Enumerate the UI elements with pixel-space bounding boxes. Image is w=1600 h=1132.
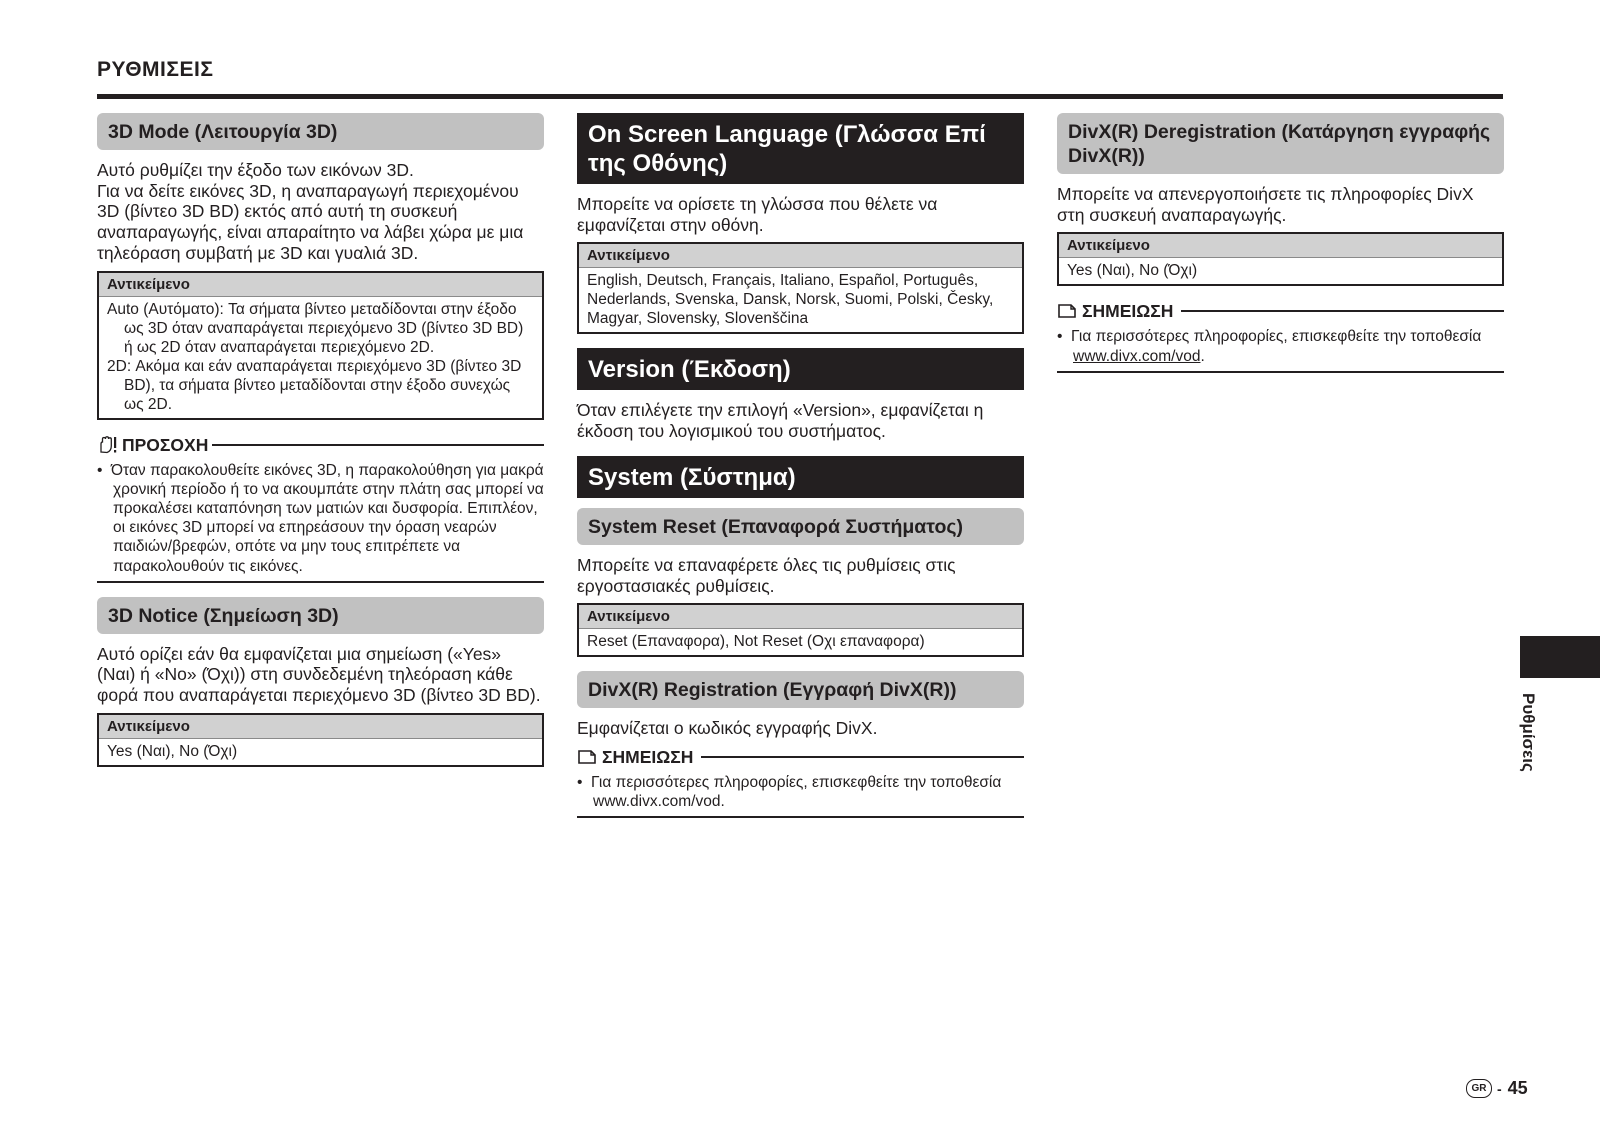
section-body-version	[577, 400, 1024, 441]
note-title: ΣΗΜΕΙΩΣΗ	[602, 746, 694, 767]
section-heading-system-reset: System Reset (Επαναφορά Συστήματος)	[577, 508, 1024, 545]
section-body-3d-notice	[97, 644, 544, 706]
item-box-on-screen-language	[577, 242, 1024, 334]
note-page-icon	[577, 748, 599, 766]
divx-vod-link[interactable]: www.divx.com/vod	[1073, 347, 1201, 365]
item-box-3d-mode	[97, 271, 544, 420]
caution-bullet: • Όταν παρακολουθείτε εικόνες 3D, η παρακολούθηση για μακρά χρονική περίοδο ή το να ακουμπάτε στην πλάτη σας μπορεί να προκαλέσει καταπόνηση των ματιών και δυσφορία. Επιπλέον, οι εικόνες 3D μπορεί να επηρεάσουν την όραση νεαρών παιδιών/βρεφών, οπότε να μην τους επιτρέπετε να παρακολουθούν τις εικόνες.	[97, 461, 544, 575]
note-bullet: • Για περισσότερες πληροφορίες, επισκεφθείτε την τοποθεσία www.divx.com/vod.	[577, 773, 1002, 811]
item-box-header: Αντικείμενο	[1059, 234, 1502, 258]
note-page-icon	[1057, 302, 1079, 320]
section-heading-on-screen-language: On Screen Language (Γλώσσα Επί της Οθόνης)	[577, 113, 1024, 184]
body-line: Όταν επιλέγετε την επιλογή «Version», εμφανίζεται η έκδοση του λογισμικού του συστήματος.	[577, 400, 984, 442]
item-box-header: Αντικείμενο	[579, 605, 1022, 629]
caution-rule	[212, 444, 544, 446]
language-badge: GR	[1466, 1079, 1492, 1098]
note-rule	[1181, 310, 1504, 312]
note-bullet-text: Για περισσότερες πληροφορίες, επισκεφθείτε την τοποθεσία www.divx.com/vod.	[591, 773, 1002, 811]
section-body-divx-registration	[577, 718, 1024, 739]
note-heading	[577, 746, 1024, 768]
section-body-divx-deregistration	[1057, 184, 1504, 225]
caution-bullet-text: Όταν παρακολουθείτε εικόνες 3D, η παρακολούθηση για μακρά χρονική περίοδο ή το να ακουμπάτε στην πλάτη σας μπορεί να προκαλέσει καταπόνηση των ματιών και δυσφορία. Επιπλέον, οι εικόνες 3D μπορεί να επηρεάσουν την όραση νεαρών παιδιών/βρεφών, οπότε να μην τους επιτρέπετε να παρακολουθούν τις εικόνες.	[111, 461, 544, 575]
column-middle	[577, 113, 1024, 832]
caution-heading	[97, 434, 544, 456]
column-left	[97, 113, 544, 781]
item-option-auto: Auto (Αυτόματο): Τα σήματα βίντεο μεταδίδονται στην έξοδο ως 3D όταν αναπαράγεται περιεχόμενο 3D (βίντεο 3D BD) ή ως 2D όταν αναπαράγεται περιεχόμενο 2D.	[107, 300, 524, 356]
item-box-header: Αντικείμενο	[99, 273, 542, 297]
note-rule	[701, 756, 1024, 758]
body-line: Μπορείτε να ορίσετε τη γλώσσα που θέλετε να εμφανίζεται στην οθόνη.	[577, 194, 938, 235]
body-line: Μπορείτε να απενεργοποιήσετε τις πληροφορίες DivX στη συσκευή αναπαραγωγής.	[1057, 184, 1474, 225]
section-body-on-screen-language	[577, 194, 1024, 235]
side-tab-label: Ρυθμίσεις	[1519, 692, 1538, 772]
item-box-content: English, Deutsch, Français, Italiano, Español, Português, Nederlands, Svenska, Dansk, Norsk, Suomi, Polski, Česky, Magyar, Slovensky, Slovenščina	[587, 272, 994, 328]
note-list	[577, 768, 1024, 818]
section-body-3d-mode	[97, 160, 544, 264]
caution-list	[97, 456, 544, 583]
caution-hand-icon	[97, 436, 119, 454]
item-box-divx-deregistration	[1057, 232, 1504, 286]
item-box-header: Αντικείμενο	[579, 244, 1022, 268]
item-box-content	[99, 297, 542, 418]
footer-separator: -	[1497, 1080, 1502, 1097]
section-heading-3d-notice: 3D Notice (Σημείωση 3D)	[97, 597, 544, 634]
section-heading-divx-deregistration: DivX(R) Deregistration (Κατάργηση εγγραφής DivX(R))	[1057, 113, 1504, 174]
note-bullet: • Για περισσότερες πληροφορίες, επισκεφθείτε την τοποθεσία www.divx.com/vod.	[1057, 328, 1482, 365]
item-option-2d: 2D: Ακόμα και εάν αναπαράγεται περιεχόμενο 3D (βίντεο 3D BD), τα σήματα βίντεο μεταδίδονται στην έξοδο συνεχώς ως 2D.	[107, 357, 522, 413]
note-bullet-suffix: .	[1200, 347, 1205, 365]
column-right	[1057, 113, 1504, 387]
body-line: Μπορείτε να επαναφέρετε όλες τις ρυθμίσεις στις εργοστασιακές ρυθμίσεις.	[577, 554, 956, 596]
caution-title: ΠΡΟΣΟΧΗ	[122, 434, 209, 455]
page-footer	[1466, 1078, 1528, 1099]
note-bullet-prefix: Για περισσότερες πληροφορίες, επισκεφθείτε την τοποθεσία	[1071, 328, 1482, 346]
note-title: ΣΗΜΕΙΩΣΗ	[1082, 301, 1174, 322]
page-number: 45	[1507, 1078, 1528, 1098]
body-line: Για να δείτε εικόνες 3D, η αναπαραγωγή περιεχομένου 3D (βίντεο 3D BD) εκτός από αυτή τη συσκευή αναπαραγωγής, είναι απαραίτητο να λάβει χώρα με μια τηλεόραση συμβατή με 3D και γυαλιά 3D.	[97, 180, 524, 263]
body-line: Εμφανίζεται ο κωδικός εγγραφής DivX.	[577, 718, 878, 739]
body-line: Αυτό ορίζει εάν θα εμφανίζεται μια σημείωση («Yes» (Ναι) ή «No» (Όχι)) στη συνδεδεμένη τηλεόραση κάθε φορά που αναπαράγεται περιεχόμενο 3D (βίντεο 3D BD).	[97, 643, 541, 706]
item-box-content: Yes (Ναι), No (Όχι)	[1067, 262, 1198, 280]
item-box-system-reset	[577, 603, 1024, 657]
page-title: ΡΥΘΜΙΣΕΙΣ	[97, 58, 214, 81]
header-rule	[97, 94, 1503, 99]
note-heading	[1057, 300, 1504, 322]
item-box-3d-notice	[97, 713, 544, 767]
section-body-system-reset	[577, 555, 1024, 596]
section-heading-divx-registration: DivX(R) Registration (Εγγραφή DivX(R))	[577, 671, 1024, 708]
section-heading-3d-mode: 3D Mode (Λειτουργία 3D)	[97, 113, 544, 150]
body-line: Αυτό ρυθμίζει την έξοδο των εικόνων 3D.	[97, 160, 414, 180]
section-heading-system: System (Σύστημα)	[577, 456, 1024, 498]
side-tab-marker	[1520, 636, 1600, 678]
item-box-header: Αντικείμενο	[99, 715, 542, 739]
item-box-content: Yes (Ναι), No (Όχι)	[107, 742, 238, 760]
section-heading-version: Version (Έκδοση)	[577, 348, 1024, 390]
note-list	[1057, 322, 1504, 372]
item-box-content: Reset (Επαναφορα), Not Reset (Οχι επαναφορα)	[587, 633, 925, 651]
